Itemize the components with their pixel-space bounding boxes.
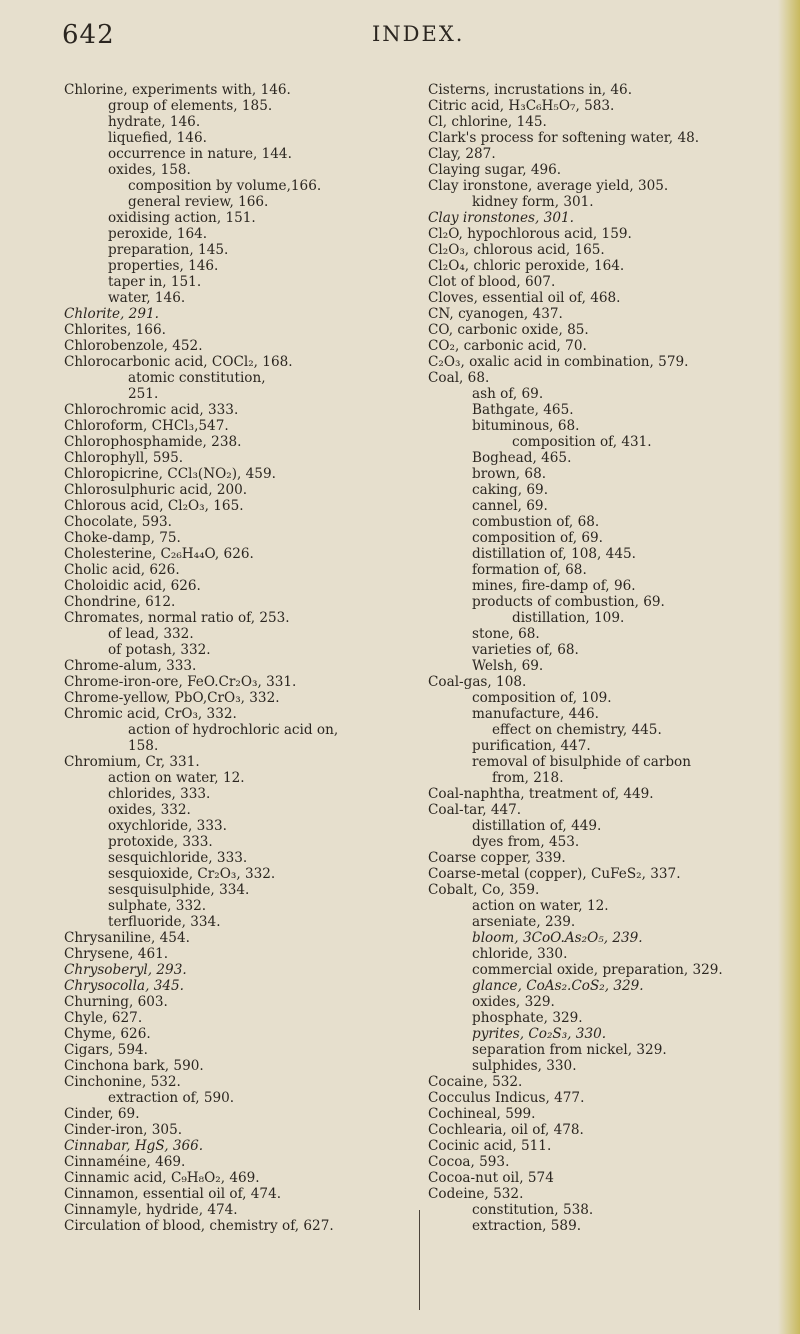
index-entry: properties, 146. bbox=[108, 258, 219, 274]
index-entry: Cochlearia, oil of, 478. bbox=[428, 1122, 584, 1138]
index-entry: water, 146. bbox=[108, 290, 186, 306]
index-entry: Cocculus Indicus, 477. bbox=[428, 1090, 585, 1106]
index-entry: Chloropicrine, CCl₃(NO₂), 459. bbox=[64, 466, 276, 482]
index-entry: from, 218. bbox=[492, 770, 564, 786]
page-number: 642 bbox=[62, 20, 115, 50]
running-head: INDEX. bbox=[372, 22, 465, 46]
index-entry: Cinder-iron, 305. bbox=[64, 1122, 183, 1138]
index-entry: oxides, 329. bbox=[472, 994, 555, 1010]
index-entry: composition of, 431. bbox=[512, 434, 652, 450]
index-entry: Codeine, 532. bbox=[428, 1186, 524, 1202]
index-entry: Cloves, essential oil of, 468. bbox=[428, 290, 621, 306]
index-entry: composition by volume,166. bbox=[128, 178, 322, 194]
index-entry: Cocinic acid, 511. bbox=[428, 1138, 552, 1154]
index-entry: Cholesterine, C₂₆H₄₄O, 626. bbox=[64, 546, 254, 562]
index-entry: CO, carbonic oxide, 85. bbox=[428, 322, 589, 338]
index-entry: chloride, 330. bbox=[472, 946, 568, 962]
index-entry: Boghead, 465. bbox=[472, 450, 572, 466]
index-entry: Chrysaniline, 454. bbox=[64, 930, 190, 946]
index-entry: occurrence in nature, 144. bbox=[108, 146, 292, 162]
index-entry: Clay, 287. bbox=[428, 146, 496, 162]
index-entry: general review, 166. bbox=[128, 194, 269, 210]
index-entry: Cinnaméine, 469. bbox=[64, 1154, 186, 1170]
index-entry: kidney form, 301. bbox=[472, 194, 594, 210]
index-entry: bituminous, 68. bbox=[472, 418, 580, 434]
index-entry: Cinder, 69. bbox=[64, 1106, 140, 1122]
index-entry: sulphides, 330. bbox=[472, 1058, 577, 1074]
index-entry: Clark's process for softening water, 48. bbox=[428, 130, 700, 146]
index-entry: Chlorophyll, 595. bbox=[64, 450, 184, 466]
index-entry: composition of, 109. bbox=[472, 690, 612, 706]
index-entry: oxidising action, 151. bbox=[108, 210, 256, 226]
index-entry: Cl₂O₄, chloric peroxide, 164. bbox=[428, 258, 625, 274]
index-entry: Chlorosulphuric acid, 200. bbox=[64, 482, 248, 498]
index-entry: distillation, 109. bbox=[512, 610, 625, 626]
index-entry: 158. bbox=[128, 738, 159, 754]
index-entry: group of elements, 185. bbox=[108, 98, 273, 114]
index-entry: action on water, 12. bbox=[472, 898, 609, 914]
index-entry: Cocaine, 532. bbox=[428, 1074, 523, 1090]
index-entry: liquefied, 146. bbox=[108, 130, 207, 146]
index-entry: glance, CoAs₂.CoS₂, 329. bbox=[472, 978, 644, 994]
index-entry: separation from nickel, 329. bbox=[472, 1042, 667, 1058]
index-entry: C₂O₃, oxalic acid in combination, 579. bbox=[428, 354, 689, 370]
index-entry: manufacture, 446. bbox=[472, 706, 599, 722]
column-rule bbox=[419, 1210, 420, 1310]
index-entry: Cinnabar, HgS, 366. bbox=[64, 1138, 204, 1154]
index-entry: Chrysene, 461. bbox=[64, 946, 169, 962]
index-entry: Chlorophosphamide, 238. bbox=[64, 434, 242, 450]
index-entry: distillation of, 108, 445. bbox=[472, 546, 636, 562]
index-entry: commercial oxide, preparation, 329. bbox=[472, 962, 723, 978]
index-entry: Cl₂O₃, chlorous acid, 165. bbox=[428, 242, 605, 258]
index-entry: Coarse copper, 339. bbox=[428, 850, 566, 866]
index-entry: Chlorine, experiments with, 146. bbox=[64, 82, 291, 98]
index-entry: Chondrine, 612. bbox=[64, 594, 176, 610]
index-entry: bloom, 3CoO.As₂O₅, 239. bbox=[472, 930, 643, 946]
index-entry: Chyme, 626. bbox=[64, 1026, 151, 1042]
index-entry: Chlorocarbonic acid, COCl₂, 168. bbox=[64, 354, 293, 370]
index-entry: Circulation of blood, chemistry of, 627. bbox=[64, 1218, 334, 1234]
index-entry: effect on chemistry, 445. bbox=[492, 722, 662, 738]
page-header bbox=[62, 20, 752, 66]
index-entry: Chlorites, 166. bbox=[64, 322, 166, 338]
index-entry: Chlorochromic acid, 333. bbox=[64, 402, 239, 418]
index-entry: Chlorobenzole, 452. bbox=[64, 338, 203, 354]
index-entry: Chrome-iron-ore, FeO.Cr₂O₃, 331. bbox=[64, 674, 297, 690]
index-entry: protoxide, 333. bbox=[108, 834, 213, 850]
index-entry: sesquichloride, 333. bbox=[108, 850, 248, 866]
index-entry: Chrome-yellow, PbO,CrO₃, 332. bbox=[64, 690, 280, 706]
index-entry: constitution, 538. bbox=[472, 1202, 594, 1218]
index-entry: purification, 447. bbox=[472, 738, 591, 754]
index-entry: Cinchona bark, 590. bbox=[64, 1058, 204, 1074]
index-entry: Cisterns, incrustations in, 46. bbox=[428, 82, 633, 98]
index-entry: Chlorite, 291. bbox=[64, 306, 159, 322]
index-entry: extraction of, 590. bbox=[108, 1090, 235, 1106]
index-entry: oxychloride, 333. bbox=[108, 818, 227, 834]
index-entry: Chrysocolla, 345. bbox=[64, 978, 185, 994]
index-entry: chlorides, 333. bbox=[108, 786, 211, 802]
index-entry: Choloidic acid, 626. bbox=[64, 578, 201, 594]
index-entry: varieties of, 68. bbox=[472, 642, 579, 658]
index-entry: Cl₂O, hypochlorous acid, 159. bbox=[428, 226, 632, 242]
index-entry: cannel, 69. bbox=[472, 498, 548, 514]
index-entry: 251. bbox=[128, 386, 159, 402]
index-entry: distillation of, 449. bbox=[472, 818, 602, 834]
index-entry: brown, 68. bbox=[472, 466, 547, 482]
index-entry: products of combustion, 69. bbox=[472, 594, 665, 610]
index-entry: Cinchonine, 532. bbox=[64, 1074, 181, 1090]
index-entry: sesquisulphide, 334. bbox=[108, 882, 250, 898]
index-entry: dyes from, 453. bbox=[472, 834, 580, 850]
index-entry: extraction, 589. bbox=[472, 1218, 582, 1234]
index-entry: hydrate, 146. bbox=[108, 114, 201, 130]
index-column-right bbox=[428, 82, 774, 1234]
index-entry: Coal-gas, 108. bbox=[428, 674, 527, 690]
index-entry: oxides, 158. bbox=[108, 162, 191, 178]
index-entry: Chromates, normal ratio of, 253. bbox=[64, 610, 290, 626]
index-entry: Chyle, 627. bbox=[64, 1010, 143, 1026]
index-entry: preparation, 145. bbox=[108, 242, 229, 258]
index-entry: sulphate, 332. bbox=[108, 898, 207, 914]
index-entry: mines, fire-damp of, 96. bbox=[472, 578, 636, 594]
index-entry: of potash, 332. bbox=[108, 642, 211, 658]
index-entry: composition of, 69. bbox=[472, 530, 603, 546]
index-entry: Cl, chlorine, 145. bbox=[428, 114, 547, 130]
index-entry: Coal, 68. bbox=[428, 370, 490, 386]
index-entry: Bathgate, 465. bbox=[472, 402, 574, 418]
index-entry: Cholic acid, 626. bbox=[64, 562, 180, 578]
index-entry: CN, cyanogen, 437. bbox=[428, 306, 563, 322]
index-entry: Cinnamic acid, C₉H₈O₂, 469. bbox=[64, 1170, 260, 1186]
index-entry: of lead, 332. bbox=[108, 626, 194, 642]
index-entry: phosphate, 329. bbox=[472, 1010, 583, 1026]
index-entry: action on water, 12. bbox=[108, 770, 245, 786]
index-entry: Claying sugar, 496. bbox=[428, 162, 562, 178]
index-entry: Citric acid, H₃C₆H₅O₇, 583. bbox=[428, 98, 615, 114]
index-entry: Cobalt, Co, 359. bbox=[428, 882, 540, 898]
index-entry: Clay ironstone, average yield, 305. bbox=[428, 178, 669, 194]
index-entry: Cochineal, 599. bbox=[428, 1106, 536, 1122]
index-entry: Cocoa, 593. bbox=[428, 1154, 510, 1170]
index-entry: Chocolate, 593. bbox=[64, 514, 173, 530]
index-entry: Cigars, 594. bbox=[64, 1042, 148, 1058]
index-entry: Welsh, 69. bbox=[472, 658, 544, 674]
index-column-left bbox=[64, 82, 414, 1234]
index-entry: Chromic acid, CrO₃, 332. bbox=[64, 706, 237, 722]
index-entry: pyrites, Co₂S₃, 330. bbox=[472, 1026, 607, 1042]
index-entry: formation of, 68. bbox=[472, 562, 587, 578]
index-entry: Chromium, Cr, 331. bbox=[64, 754, 200, 770]
index-entry: ash of, 69. bbox=[472, 386, 544, 402]
index-entry: terfluoride, 334. bbox=[108, 914, 221, 930]
index-entry: Chrome-alum, 333. bbox=[64, 658, 197, 674]
index-entry: Cocoa-nut oil, 574 bbox=[428, 1170, 554, 1186]
index-entry: oxides, 332. bbox=[108, 802, 191, 818]
index-entry: Cinnamyle, hydride, 474. bbox=[64, 1202, 238, 1218]
page-edge bbox=[778, 0, 800, 1334]
index-entry: Choke-damp, 75. bbox=[64, 530, 181, 546]
index-entry: taper in, 151. bbox=[108, 274, 202, 290]
index-entry: peroxide, 164. bbox=[108, 226, 208, 242]
index-entry: Churning, 603. bbox=[64, 994, 168, 1010]
index-entry: stone, 68. bbox=[472, 626, 540, 642]
index-entry: atomic constitution, bbox=[128, 370, 266, 386]
index-entry: caking, 69. bbox=[472, 482, 549, 498]
index-entry: Cinnamon, essential oil of, 474. bbox=[64, 1186, 282, 1202]
index-entry: combustion of, 68. bbox=[472, 514, 600, 530]
index-entry: Chlorous acid, Cl₂O₃, 165. bbox=[64, 498, 244, 514]
index-entry: Chloroform, CHCl₃,547. bbox=[64, 418, 229, 434]
index-entry: Clay ironstones, 301. bbox=[428, 210, 574, 226]
index-entry: Coal-naphtha, treatment of, 449. bbox=[428, 786, 654, 802]
index-entry: Coal-tar, 447. bbox=[428, 802, 522, 818]
index-entry: arseniate, 239. bbox=[472, 914, 576, 930]
index-entry: Chrysoberyl, 293. bbox=[64, 962, 187, 978]
index-entry: action of hydrochloric acid on, bbox=[128, 722, 339, 738]
index-entry: Coarse-metal (copper), CuFeS₂, 337. bbox=[428, 866, 681, 882]
index-entry: removal of bisulphide of carbon bbox=[472, 754, 692, 770]
index-entry: Clot of blood, 607. bbox=[428, 274, 556, 290]
index-entry: sesquioxide, Cr₂O₃, 332. bbox=[108, 866, 276, 882]
index-entry: CO₂, carbonic acid, 70. bbox=[428, 338, 587, 354]
